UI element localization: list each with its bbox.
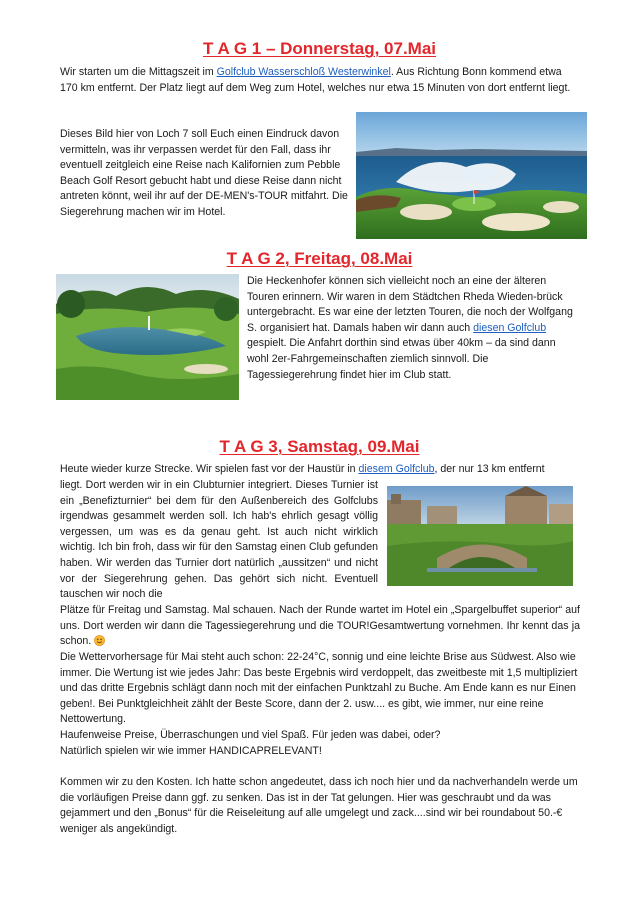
day1-heading: T A G 1 – Donnerstag, 07.Mai xyxy=(202,39,437,58)
diesem-golfclub-link[interactable]: diesem Golfclub xyxy=(358,463,435,475)
st-andrews-bridge-photo xyxy=(387,486,573,586)
day3-wrap-paragraph: liegt. Dort werden wir in ein Clubturnier integriert. Dieses Turnier ist ein „Benefizturnier“ bei dem für den Außenbereich des Golfclubs irgendwas gesammelt werden soll. Ich hab's ehrlich gesagt völlig vergessen, um was es da genau geht. Ist auch nicht wirklich wichtig. Ich bin froh, dass wir für den Samstag einen Club gefunden haben. Wir werden das Turnier dort natürlich „aussitzen“ und nicht vor der Siegerehrung gehen. Das gehört sich nicht. Eventuell tauschen wir noch die xyxy=(60,479,378,601)
day2-paragraph: Die Heckenhofer können sich vielleicht noch an eine der älteren Touren erinnern. Wir waren in dem Städtchen Rheda Wieden-brück untergebracht. Es war eine der letzten Touren, die noch der Wolfgang S. organisiert hat. Damals haben wir dann auch diesen Golfclub gespielt. Die Anfahrt dorthin sind etwas über 40km – da sind dann wohl 2er-Fahrgemeinschaften ziemlich sinnvoll. Die Tagessiegerehrung findet hier im Club statt. xyxy=(247,275,573,381)
smiley-emoji-icon xyxy=(94,635,105,646)
day3-prizes-line: Haufenweise Preise, Überraschungen und viel Spaß. Für jeden was dabei, oder? xyxy=(60,729,441,741)
day3-heading: T A G 3, Samstag, 09.Mai xyxy=(219,437,420,456)
costs-paragraph: Kommen wir zu den Kosten. Ich hatte schon angedeutet, dass ich noch hier und da nachverhandeln werde um die vorläufigen Preise dann ggf. zu senken. Das ist in der Tat gelungen. Hier was geschraubt und da was gejammert und den „Bonus“ für die Reiseleitung auf alle umgelegt und zack....sind wir bei roundabout 50.-€ weniger als angekündigt. xyxy=(60,776,578,835)
day3-full-paragraph: Plätze für Freitag und Samstag. Mal schauen. Nach der Runde wartet im Hotel ein „Spargelbuffet superior“ auf uns. Dort werden wir dann die Tagessiegerehrung und die TOUR!Gesamtwertung vornehmen. Ihr kennt das ja schon. xyxy=(60,604,580,648)
rheda-wiedenbrueck-golf-photo xyxy=(56,274,239,400)
golfclub-westerwinkel-link[interactable]: Golfclub Wasserschloß Westerwinkel xyxy=(216,66,391,78)
diesen-golfclub-link[interactable]: diesen Golfclub xyxy=(473,321,547,334)
pebble-beach-hole7-photo xyxy=(356,112,587,239)
day2-heading: T A G 2, Freitag, 08.Mai xyxy=(226,249,413,268)
day3-first-line: Heute wieder kurze Strecke. Wir spielen fast vor der Haustür in diesem Golfclub, der nur 13 km entfernt xyxy=(60,463,545,475)
day3-weather-paragraph: Die Wettervorhersage für Mai steht auch schon: 22-24°C, sonnig und eine leichte Brise aus Südwest. Also wie immer. Die Wertung ist wie jedes Jahr: Das beste Ergebnis wird verdoppelt, das zweitbeste mit 1,5 multipliziert und das dritte Ergebnis schlägt dann noch mit der einfachen Punktzahl zu Buche. Am Ende kann es nur Einen geben!. Bei Punktgleichheit zählt der Beste Score, dann der 2. usw.... es gibt, wie immer, nur eine reine Nettowertung. xyxy=(60,651,578,726)
day1-loch7-paragraph: Dieses Bild hier von Loch 7 soll Euch einen Eindruck davon vermitteln, was ihr verpassen werdet für den Fall, dass ihr eventuell zeitgleich eine Reise nach Kalifornien zum Pebble Beach Golf Resort gebucht habt und diese Reise dann nicht antreten könnt, weil ihr auf der DE-MEN's-TOUR mitfahrt. Die Siegerehrung machen wir im Hotel. xyxy=(60,128,348,218)
day1-intro-paragraph: Wir starten um die Mittagszeit im Golfclub Wasserschloß Westerwinkel. Aus Richtung Bonn kommend etwa 170 km entfernt. Der Platz liegt auf dem Weg zum Hotel, welches nur etwa 15 Minuten von dort entfernt liegt. xyxy=(60,66,571,94)
day3-handicap-line: Natürlich spielen wir wie immer HANDICAPRELEVANT! xyxy=(60,745,322,757)
